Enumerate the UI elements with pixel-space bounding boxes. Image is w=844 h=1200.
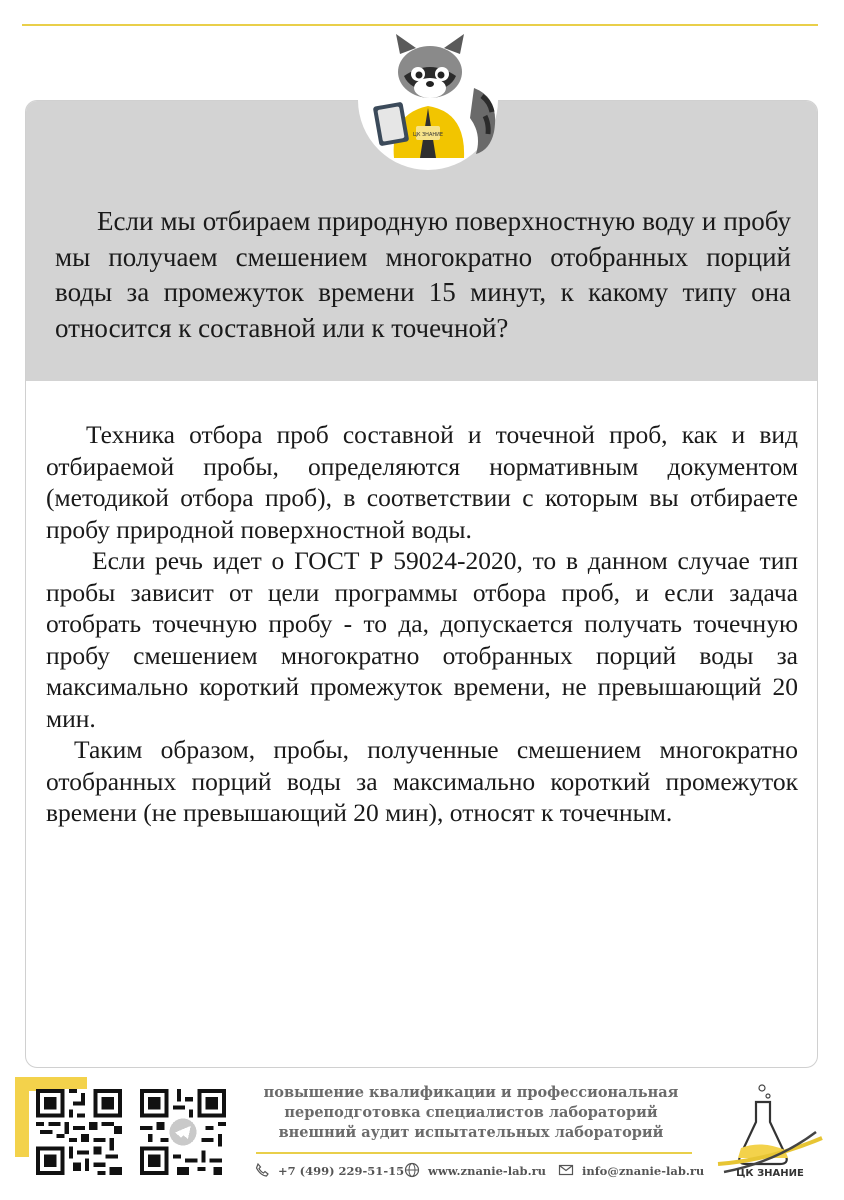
qr-code-telegram [140, 1089, 226, 1175]
answer-paragraph: Таким образом, пробы, полученные смешением многократно отобранных порций воды за максимально короткий промежуток времени (не превышающий 20 мин), относят к точечным. [46, 735, 798, 827]
footer-divider [256, 1152, 692, 1154]
mail-icon [558, 1162, 574, 1178]
question-text: Если мы отбираем природную поверхностную воду и пробу мы получаем смешением многократно отобранных порций воды за промежуток времени 15 минут, к какому типу она относится к составной или к точечной? [55, 206, 791, 343]
answer-body [46, 419, 798, 829]
email-link[interactable] [582, 1164, 704, 1178]
qr-code-website [36, 1089, 122, 1175]
logo-text: ЦК ЗНАНИЕ [736, 1168, 804, 1179]
phone-icon [254, 1162, 270, 1178]
top-divider [22, 24, 818, 26]
answer-paragraph: Если речь идет о ГОСТ Р 59024-2020, то в данном случае тип пробы зависит от цели программы отбора проб, и если задача отобрать точечную пробу - то да, допускается получать точечную пробу смешением многократно отобранных порций воды за максимально короткий промежуток времени, не превышающий 20 мин. [46, 546, 798, 733]
footer-contacts [252, 1162, 712, 1182]
website-text: www.znanie-lab.ru [428, 1164, 546, 1178]
phone-contact[interactable] [278, 1164, 404, 1178]
telegram-icon [169, 1118, 196, 1145]
mascot-badge-text: ЦК ЗНАНИЕ [412, 132, 444, 138]
email-text: info@znanie-lab.ru [582, 1164, 705, 1178]
qa-card [25, 100, 818, 1068]
footer-line: внешний аудит испытательных лабораторий [278, 1124, 664, 1141]
globe-icon [404, 1162, 420, 1178]
raccoon-mascot [356, 30, 506, 170]
answer-paragraph: Техника отбора проб составной и точечной проб, как и вид отбираемой пробы, определяются нормативным документом (методикой отбора проб), в соответствии с которым вы отбираете пробу природной поверхностной воды. [46, 420, 798, 544]
footer-line: переподготовка специалистов лабораторий [284, 1104, 658, 1121]
footer-services [248, 1083, 694, 1143]
footer-line: повышение квалификации и профессиональная [263, 1084, 679, 1101]
phone-number: +7 (499) 229-51-15 [278, 1164, 405, 1178]
website-link[interactable] [428, 1164, 546, 1178]
footer-accent-bar [15, 1077, 29, 1157]
